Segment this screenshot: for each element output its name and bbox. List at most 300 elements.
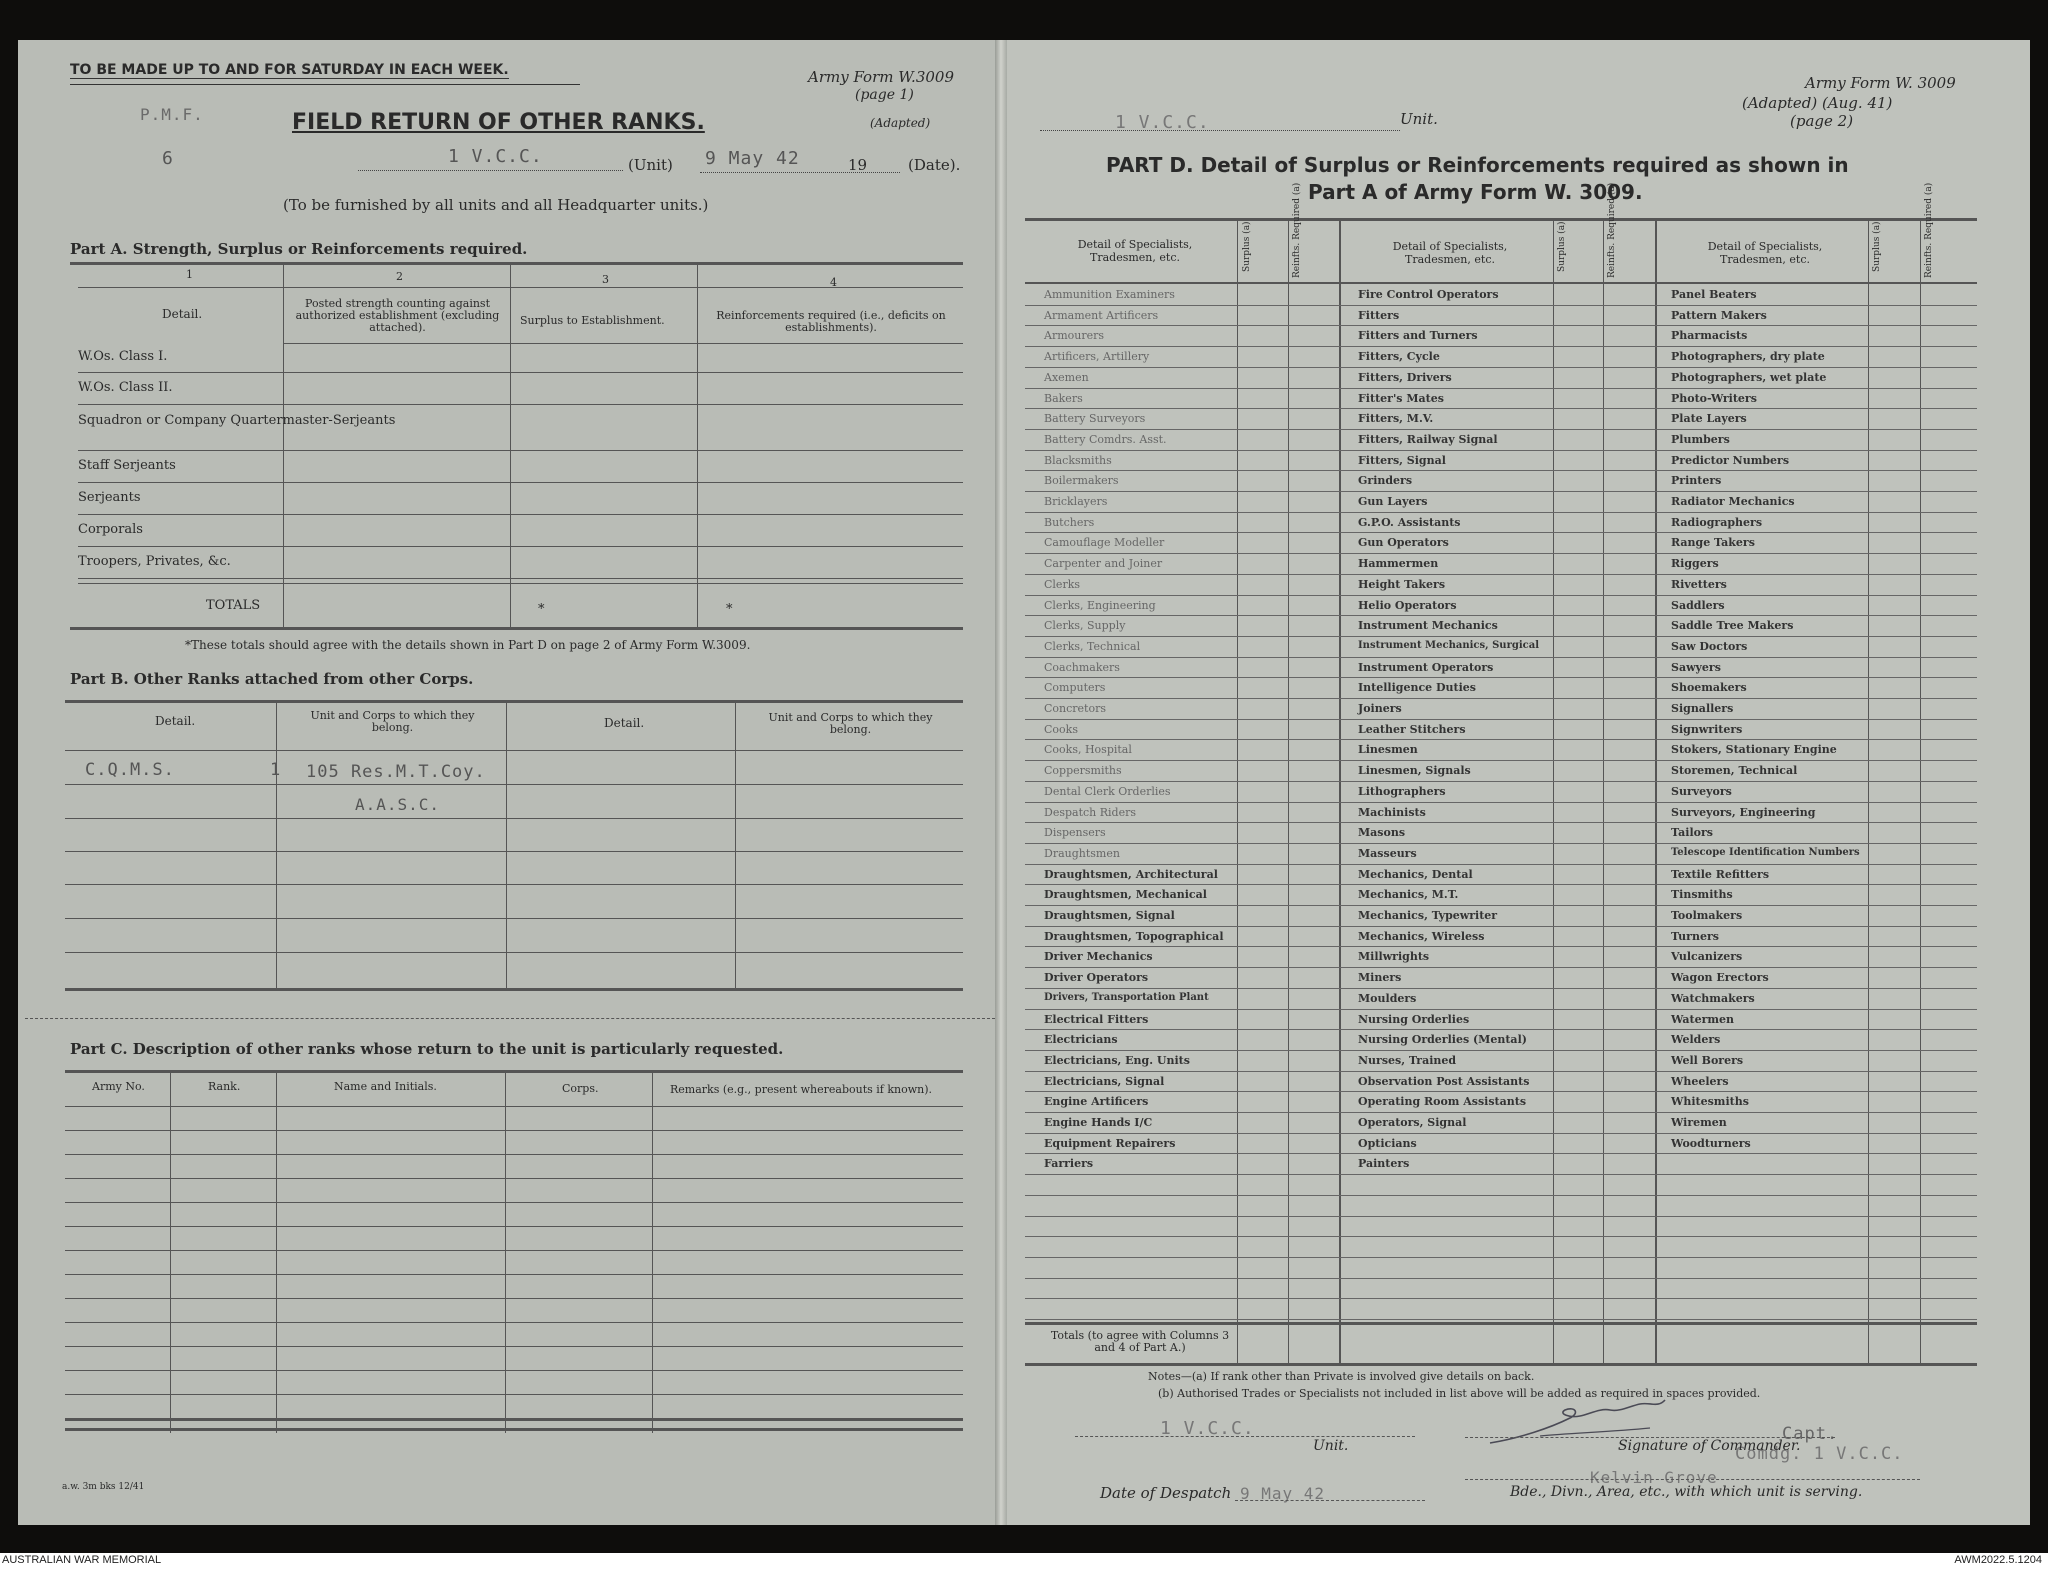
unit-line-p2 [1040, 130, 1400, 131]
trade-name: Concretors [1044, 702, 1106, 715]
part-b-rule [65, 851, 963, 852]
trade-name: Helio Operators [1358, 598, 1457, 612]
note-b: (b) Authorised Trades or Specialists not included in list above will be added as required in spaces provided. [1158, 1387, 1761, 1400]
part-c-col-head: Corps. [562, 1082, 599, 1095]
trade-name: Wagon Erectors [1671, 971, 1769, 985]
adapted-date-label: (Adapted) (Aug. 41) [1742, 94, 1893, 112]
trade-name: Well Borers [1671, 1053, 1744, 1067]
trade-name: Boilermakers [1044, 474, 1119, 488]
trade-name: Photo-Writers [1671, 391, 1757, 405]
part-b-bottom-rule [65, 988, 963, 991]
part-d-row-rule [1025, 595, 1977, 596]
trade-name: Intelligence Duties [1358, 681, 1476, 695]
unit-label-p2: Unit. [1400, 110, 1438, 128]
trade-name: Butchers [1044, 515, 1095, 529]
trade-name: Tailors [1671, 826, 1713, 840]
part-a-rule [283, 343, 963, 344]
trade-name: Electrical Fitters [1044, 1012, 1149, 1026]
trade-name: Whitesmiths [1671, 1095, 1749, 1109]
trade-name: Fitter's Mates [1358, 391, 1444, 405]
trade-name: Drivers, Transportation Plant [1044, 991, 1209, 1003]
unit-typed: 1 V.C.C. [448, 146, 543, 167]
part-a-totals-label: TOTALS [206, 598, 261, 613]
part-d-row-rule [1025, 1153, 1977, 1154]
part-c-col-rule [276, 1073, 277, 1433]
trade-name: Mechanics, Typewriter [1358, 909, 1498, 922]
trade-name: Fitters [1358, 308, 1400, 322]
unit-line [358, 170, 623, 171]
trade-name: Electricians [1044, 1033, 1118, 1047]
trade-name: Grinders [1358, 474, 1413, 488]
part-c-rule [65, 1346, 963, 1347]
trade-name: Tinsmiths [1671, 888, 1733, 902]
part-d-col-head-detail: Detail of Specialists, Tradesmen, etc. [1707, 240, 1823, 266]
part-c-bottom-rule [65, 1428, 963, 1431]
part-d-title-line1: PART D. Detail of Surplus or Reinforcements required as shown in [1106, 153, 1849, 177]
part-d-col-head-reinf: Reinfts. Required (a) [1607, 182, 1617, 278]
trade-name: Vulcanizers [1671, 950, 1743, 964]
trade-name: Photographers, dry plate [1671, 350, 1825, 364]
trade-name: Farriers [1044, 1157, 1094, 1171]
part-c-col-head: Remarks (e.g., present whereabouts if known). [670, 1083, 933, 1096]
trade-name: Panel Beaters [1671, 288, 1757, 301]
part-c-rule [65, 1154, 963, 1155]
top-notice: TO BE MADE UP TO AND FOR SATURDAY IN EACH WEEK. [70, 62, 509, 78]
trade-name: Signwriters [1671, 722, 1743, 736]
part-d-bottom-rule [1025, 1363, 1977, 1366]
trade-name: Wheelers [1671, 1074, 1729, 1088]
part-a-row-label: Corporals [78, 522, 143, 537]
part-c-col-head: Army No. [92, 1080, 145, 1093]
part-a-col-num: 4 [830, 276, 837, 289]
date-typed: 9 May 42 [705, 148, 800, 169]
part-a-col-head: Reinforcements required (i.e., deficits on establishments). [716, 309, 946, 334]
trade-name: Cooks, Hospital [1044, 743, 1132, 757]
part-c-top-rule [65, 1070, 963, 1073]
part-c-rule [65, 1274, 963, 1275]
part-d-col-head-detail: Detail of Specialists, Tradesmen, etc. [1392, 240, 1508, 266]
part-d-row-rule [1025, 946, 1977, 947]
trade-name: Shoemakers [1671, 681, 1747, 695]
part-d-row-rule [1025, 553, 1977, 554]
part-a-col-num: 2 [396, 270, 403, 283]
trade-name: Linesmen, Signals [1358, 764, 1471, 778]
part-d-row-rule [1025, 657, 1977, 658]
part-a-col-rule [510, 265, 511, 627]
part-d-row-rule [1025, 305, 1977, 306]
part-a-rule [78, 583, 963, 584]
trade-name: Fitters, Cycle [1358, 350, 1440, 364]
trade-name: Bakers [1044, 391, 1083, 405]
trade-name: Turners [1671, 929, 1719, 943]
part-b-entry-detail: C.Q.M.S. [85, 760, 175, 780]
trade-name: Dispensers [1044, 826, 1106, 840]
army-form-label-p2: Army Form W. 3009 [1805, 74, 1956, 92]
trade-name: Photographers, wet plate [1671, 370, 1827, 384]
trade-name: Printers [1671, 474, 1722, 488]
trade-name: Draughtsmen, Mechanical [1044, 888, 1207, 902]
trade-name: Battery Comdrs. Asst. [1044, 432, 1167, 446]
part-d-row-rule [1025, 719, 1977, 720]
trade-name: Opticians [1358, 1136, 1417, 1150]
part-a-row-label: W.Os. Class II. [78, 380, 173, 395]
part-c-col-head: Rank. [208, 1080, 241, 1093]
part-a-col-head: Surplus to Establishment. [520, 314, 665, 327]
part-a-col-rule [283, 265, 284, 627]
part-d-row-rule [1025, 739, 1977, 740]
trade-name: Axemen [1044, 370, 1089, 384]
trade-name: Electricians, Signal [1044, 1074, 1165, 1088]
trade-name: Despatch Riders [1044, 805, 1136, 819]
part-c-col-head: Name and Initials. [334, 1080, 437, 1093]
part-c-bottom-rule [65, 1418, 963, 1421]
part-a-heading: Part A. Strength, Surplus or Reinforcements required. [70, 240, 528, 258]
trade-name: Armament Artificers [1044, 308, 1159, 322]
part-c-rule [65, 1130, 963, 1131]
part-a-rule [78, 514, 963, 515]
trade-name: Instrument Operators [1358, 660, 1494, 674]
trade-name: Stokers, Stationary Engine [1671, 743, 1837, 757]
part-a-rule [78, 482, 963, 483]
trade-name: Masons [1358, 826, 1406, 840]
trade-name: Gun Operators [1358, 536, 1449, 550]
archive-footer [0, 1553, 2048, 1569]
trade-name: Plate Layers [1671, 412, 1747, 426]
trade-name: Instrument Mechanics [1358, 619, 1498, 633]
page-fold [995, 40, 1007, 1525]
part-b-entry-corps: A.A.S.C. [355, 795, 441, 814]
trade-name: Riggers [1671, 557, 1719, 571]
unit-sig-label: Unit. [1313, 1438, 1349, 1454]
part-d-col-rule [1237, 220, 1238, 1363]
trade-name: Gun Layers [1358, 495, 1428, 508]
footer-right-label: AWM2022.5.1204 [1954, 1554, 2042, 1566]
part-d-row-rule [1025, 574, 1977, 575]
trade-name: Nursing Orderlies [1358, 1012, 1470, 1026]
trade-name: Fitters, M.V. [1358, 412, 1434, 426]
part-a-rule [78, 450, 963, 451]
despatch-label: Date of Despatch [1100, 1484, 1232, 1502]
trade-name: Clerks, Supply [1044, 619, 1126, 633]
part-d-col-head-reinf: Reinfts. Required (a) [1292, 182, 1302, 278]
trade-name: Camouflage Modeller [1044, 536, 1165, 550]
part-d-row-rule [1025, 388, 1977, 389]
trade-name: Watermen [1671, 1012, 1735, 1026]
part-d-row-rule [1025, 698, 1977, 699]
trade-name: Signallers [1671, 702, 1734, 715]
part-d-col-rule [1868, 220, 1869, 1363]
part-a-row-label: Troopers, Privates, &c. [78, 554, 231, 569]
trade-name: Miners [1358, 971, 1402, 985]
trade-name: Leather Stitchers [1358, 722, 1466, 736]
trade-name: Saddle Tree Makers [1671, 619, 1794, 633]
trade-name: Artificers, Artillery [1044, 350, 1150, 364]
part-d-row-rule [1025, 1236, 1977, 1237]
trade-name: Painters [1358, 1157, 1410, 1171]
trade-name: Telescope Identification Numbers [1671, 846, 1860, 858]
part-d-row-rule [1025, 1091, 1977, 1092]
unit-sig-line [1075, 1436, 1415, 1437]
part-d-row-rule [1025, 470, 1977, 471]
trade-name: Bricklayers [1044, 495, 1108, 508]
trade-name: Mechanics, M.T. [1358, 888, 1459, 902]
part-d-row-rule [1025, 450, 1977, 451]
trade-name: Welders [1671, 1033, 1721, 1047]
trade-name: Draughtsmen, Architectural [1044, 867, 1218, 881]
part-d-row-rule [1025, 325, 1977, 326]
trade-name: Carpenter and Joiner [1044, 557, 1163, 571]
trade-name: Engine Hands I/C [1044, 1116, 1153, 1129]
part-b-rule [65, 784, 963, 785]
part-b-heading: Part B. Other Ranks attached from other Corps. [70, 670, 474, 688]
part-a-rule [78, 546, 963, 547]
trade-name: Electricians, Eng. Units [1044, 1053, 1190, 1067]
trade-name: Draughtsmen, Topographical [1044, 929, 1224, 943]
part-b-rule [65, 818, 963, 819]
part-d-row-rule [1025, 408, 1977, 409]
part-b-col-rule [735, 703, 736, 988]
trade-name: Driver Operators [1044, 971, 1149, 985]
typed-code: P.M.F. [140, 105, 204, 124]
part-b-top-rule [65, 700, 963, 703]
part-c-col-rule [170, 1073, 171, 1433]
trade-name: Cooks [1044, 722, 1078, 736]
trade-name: Computers [1044, 681, 1106, 695]
part-c-rule [65, 1298, 963, 1299]
part-d-row-rule [1025, 636, 1977, 637]
part-d-row-rule [1025, 1071, 1977, 1072]
year-printed: 19 [848, 156, 868, 174]
part-c-rule [65, 1202, 963, 1203]
part-d-totals-label: Totals (to agree with Columns 3 and 4 of Part A.) [1050, 1329, 1230, 1354]
part-b-entry-unit: 105 Res.M.T.Coy. [306, 762, 486, 782]
part-c-col-rule [505, 1073, 506, 1433]
part-d-row-rule [1025, 1029, 1977, 1030]
part-d-row-rule [1025, 781, 1977, 782]
trade-name: Watchmakers [1671, 991, 1755, 1005]
trade-name: Instrument Mechanics, Surgical [1358, 639, 1539, 651]
trade-name: G.P.O. Assistants [1358, 515, 1461, 529]
trade-name: Surveyors, Engineering [1671, 805, 1816, 819]
part-d-row-rule [1025, 1257, 1977, 1258]
part-c-rule [65, 1370, 963, 1371]
trade-name: Operators, Signal [1358, 1116, 1467, 1129]
part-d-row-rule [1025, 760, 1977, 761]
part-d-col-head-detail: Detail of Specialists, Tradesmen, etc. [1077, 238, 1193, 264]
trade-name: Saddlers [1671, 598, 1725, 612]
part-a-rule [78, 404, 963, 405]
part-b-col-rule [276, 703, 277, 988]
part-d-row-rule [1025, 1319, 1977, 1320]
part-d-col-rule [1603, 220, 1604, 1363]
trade-name: Moulders [1358, 991, 1417, 1005]
part-d-row-rule [1025, 926, 1977, 927]
part-d-row-rule [1025, 822, 1977, 823]
page-number: (page 1) [855, 87, 914, 103]
trade-name: Radiographers [1671, 515, 1763, 529]
trade-name: Textile Refitters [1671, 867, 1770, 881]
part-d-row-rule [1025, 1009, 1977, 1010]
footer-left-label: AUSTRALIAN WAR MEMORIAL [2, 1554, 162, 1566]
part-c-rule [65, 1250, 963, 1251]
trade-name: Clerks [1044, 577, 1081, 591]
note-a: Notes—(a) If rank other than Private is involved give details on back. [1148, 1370, 1535, 1383]
trade-name: Operating Room Assistants [1358, 1095, 1527, 1109]
date-label: (Date). [908, 156, 961, 174]
part-b-col-rule [506, 703, 507, 988]
part-a-top-rule [70, 262, 963, 265]
part-c-heading: Part C. Description of other ranks whose return to the unit is particularly requested. [70, 1040, 784, 1058]
part-d-col-rule [1655, 220, 1657, 1363]
part-d-row-rule [1025, 1195, 1977, 1196]
trade-name: Ammunition Examiners [1044, 288, 1175, 301]
trade-name: Machinists [1358, 805, 1426, 819]
part-d-title-line2: Part A of Army Form W. 3009. [1308, 180, 1643, 204]
part-a-row-label: W.Os. Class I. [78, 349, 168, 364]
trade-name: Dental Clerk Orderlies [1044, 784, 1171, 798]
trade-name: Pharmacists [1671, 329, 1748, 343]
part-a-col-head: Detail. [162, 307, 203, 321]
print-code: a.w. 3m bks 12/41 [62, 1482, 145, 1492]
trade-name: Plumbers [1671, 432, 1730, 446]
trade-name: Fitters, Railway Signal [1358, 432, 1498, 446]
part-d-col-head-surplus: Surplus (a) [1242, 221, 1252, 272]
part-d-row-rule [1025, 967, 1977, 968]
part-a-rule [78, 578, 963, 579]
trade-name: Predictor Numbers [1671, 453, 1790, 467]
trade-name: Clerks, Engineering [1044, 598, 1156, 612]
part-a-row-label: Squadron or Company Quartermaster-Serjeants [78, 413, 396, 428]
part-d-row-rule [1025, 346, 1977, 347]
typed-number: 6 [162, 148, 174, 169]
trade-name: Observation Post Assistants [1358, 1074, 1530, 1088]
part-d-row-rule [1025, 532, 1977, 533]
part-b-col-head: Unit and Corps to which they belong. [310, 709, 475, 734]
trade-name: Mechanics, Dental [1358, 867, 1473, 881]
part-c-rule [65, 1226, 963, 1227]
part-b-col-head: Detail. [155, 714, 196, 728]
trade-name: Woodturners [1671, 1136, 1751, 1150]
part-d-row-rule [1025, 988, 1977, 989]
trade-name: Lithographers [1358, 784, 1446, 798]
trade-name: Armourers [1044, 329, 1105, 343]
trade-name: Sawyers [1671, 660, 1721, 674]
trade-name: Fire Control Operators [1358, 288, 1499, 301]
part-d-row-rule [1025, 1216, 1977, 1217]
part-d-row-rule [1025, 1298, 1977, 1299]
totals-asterisk: * [538, 602, 545, 617]
trade-name: Equipment Repairers [1044, 1136, 1176, 1150]
trade-name: Millwrights [1358, 950, 1430, 964]
part-b-col-head: Detail. [604, 716, 645, 730]
unit-label: (Unit) [628, 156, 673, 174]
unit-typed-p2: 1 V.C.C. [1115, 112, 1210, 133]
trade-name: Radiator Mechanics [1671, 495, 1795, 508]
trade-name: Nurses, Trained [1358, 1053, 1457, 1067]
part-d-top-rule [1025, 218, 1977, 221]
trade-name: Surveyors [1671, 784, 1732, 798]
trade-name: Pattern Makers [1671, 308, 1767, 322]
trade-name: Draughtsmen, Signal [1044, 909, 1175, 922]
furnish-note: (To be furnished by all units and all Headquarter units.) [283, 196, 709, 214]
part-d-row-rule [1025, 905, 1977, 906]
trade-name: Engine Artificers [1044, 1095, 1149, 1109]
part-d-row-rule [1025, 677, 1977, 678]
part-b-col-head: Unit and Corps to which they belong. [768, 711, 933, 736]
trade-name: Joiners [1358, 702, 1402, 715]
part-b-rule [65, 884, 963, 885]
signature-label: Signature of Commander. [1618, 1438, 1801, 1454]
part-a-rule [78, 372, 963, 373]
trade-name: Driver Mechanics [1044, 950, 1153, 964]
rank-typed: Capt. [1782, 1424, 1839, 1444]
part-a-footnote: *These totals should agree with the details shown in Part D on page 2 of Army Form W.3009. [185, 638, 751, 652]
trade-name: Storemen, Technical [1671, 764, 1798, 778]
part-d-row-rule [1025, 884, 1977, 885]
part-d-row-rule [1025, 491, 1977, 492]
part-b-entry-count: 1 [270, 760, 282, 780]
page-number-p2: (page 2) [1790, 112, 1854, 130]
part-d-row-rule [1025, 1112, 1977, 1113]
part-a-row-label: Staff Serjeants [78, 458, 176, 473]
part-a-bottom-rule [70, 627, 963, 630]
part-d-row-rule [1025, 367, 1977, 368]
trade-name: Linesmen [1358, 743, 1418, 757]
bde-label: Bde., Divn., Area, etc., with which unit is serving. [1510, 1484, 1863, 1500]
trade-name: Clerks, Technical [1044, 639, 1141, 653]
part-a-row-label: Serjeants [78, 490, 141, 505]
part-c-rule [65, 1178, 963, 1179]
despatch-typed: 9 May 42 [1240, 1484, 1326, 1503]
trade-name: Blacksmiths [1044, 453, 1112, 467]
part-d-col-rule [1339, 220, 1341, 1363]
trade-name: Fitters, Signal [1358, 453, 1446, 467]
trade-name: Toolmakers [1671, 909, 1743, 922]
trade-name: Nursing Orderlies (Mental) [1358, 1033, 1527, 1047]
part-d-row-rule [1025, 429, 1977, 430]
trade-name: Fitters, Drivers [1358, 370, 1452, 384]
trade-name: Mechanics, Wireless [1358, 929, 1485, 943]
trade-name: Battery Surveyors [1044, 412, 1146, 426]
date-line [700, 172, 900, 173]
part-d-row-rule [1025, 1050, 1977, 1051]
totals-asterisk: * [726, 602, 733, 617]
part-d-row-rule [1025, 615, 1977, 616]
part-d-col-rule [1288, 220, 1289, 1363]
part-c-rule [65, 1322, 963, 1323]
part-b-rule [65, 750, 963, 751]
part-d-col-head-reinf: Reinfts. Required (a) [1924, 182, 1934, 278]
part-a-col-head: Posted strength counting against authorized establishment (excluding attached). [295, 297, 500, 334]
army-form-label: Army Form W.3009 [808, 68, 954, 86]
location-typed: Kelvin Grove [1590, 1468, 1718, 1487]
trade-name: Rivetters [1671, 577, 1727, 591]
part-d-header-rule [1025, 282, 1977, 284]
trade-name: Wiremen [1671, 1116, 1727, 1129]
part-b-rule [65, 952, 963, 953]
despatch-line [1235, 1500, 1425, 1501]
part-a-col-rule [697, 265, 698, 627]
unit-typed-sig: 1 V.C.C. [1160, 1418, 1255, 1439]
command-typed: Comdg. 1 V.C.C. [1735, 1444, 1904, 1464]
part-d-row-rule [1025, 1174, 1977, 1175]
part-d-col-rule [1920, 220, 1921, 1363]
part-d-row-rule [1025, 512, 1977, 513]
part-d-row-rule [1025, 843, 1977, 844]
part-c-rule [65, 1394, 963, 1395]
part-b-rule [65, 918, 963, 919]
trade-name: Draughtsmen [1044, 846, 1120, 860]
